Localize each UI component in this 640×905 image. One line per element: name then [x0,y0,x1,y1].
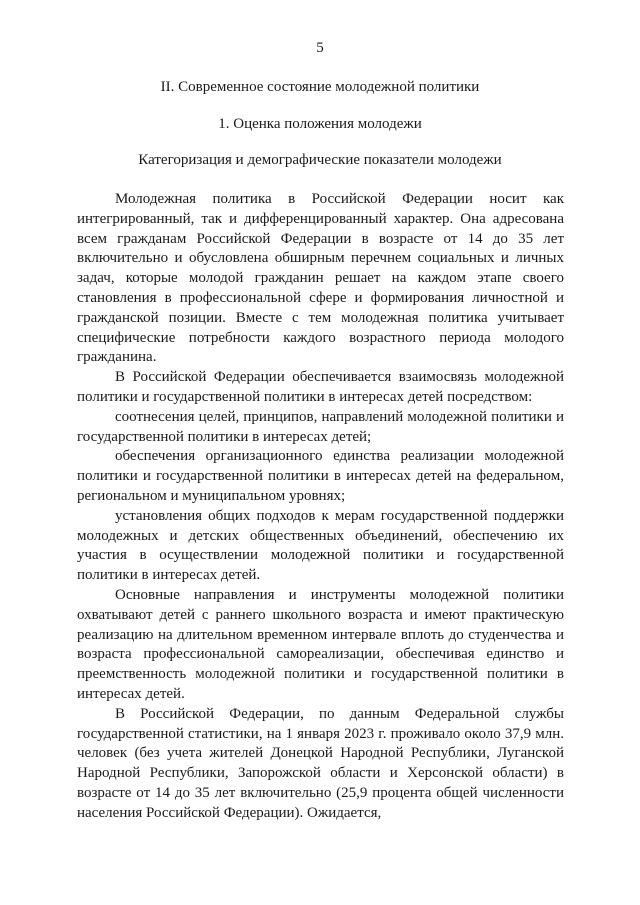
paragraph: соотнесения целей, принципов, направлений молодежной политики и государственной политики в интересах детей; [77,408,564,445]
body-text [77,190,564,824]
paragraph: установления общих подходов к мерам государственной поддержки молодежных и детских общественных объединений, обеспечению их участия в осуществлении молодежной политики и государственной политики в интересах детей. [77,507,564,584]
page-number: 5 [316,40,324,56]
subsection-title: 1. Оценка положения молодежи [218,116,422,132]
paragraph: обеспечения организационного единства реализации молодежной политики и государственной политики в интересах детей на федеральном, региональном и муниципальном уровнях; [77,448,564,504]
paragraph: Молодежная политика в Российской Федерации носит как интегрированный, так и дифференцированный характер. Она адресована всем гражданам Российской Федерации в возрасте от 14 до 35 лет включительно и обусловлена обширным перечнем социальных и личных задач, которые молодой гражданин решает на каждом этапе своего становления в профессиональной сфере и формирования личностной и гражданской позиции. Вместе с тем молодежная политика учитывает специфические потребности каждого возрастного периода молодого гражданина. [77,191,564,366]
subsubsection-title: Категоризация и демографические показатели молодежи [138,152,502,168]
paragraph: В Российской Федерации обеспечивается взаимосвязь молодежной политики и государственной политики в интересах детей посредством: [77,369,564,405]
paragraph: В Российской Федерации, по данным Федеральной службы государственной статистики, на 1 января 2023 г. проживало около 37,9 млн. человек (без учета жителей Донецкой Народной Республики, Луганской Народной Республики, Запорожской области и Херсонской области) в возрасте от 14 до 35 лет включительно (25,9 процента общей численности населения Российской Федерации). Ожидается, [77,705,564,821]
section-title: II. Современное состояние молодежной политики [160,79,480,95]
paragraph: Основные направления и инструменты молодежной политики охватывают детей с раннего школьного возраста и имеют практическую реализацию на длительном временном интервале вплоть до студенчества и возраста профессиональной самореализации, обеспечивая единство и преемственность молодежной политики и государственной политики в интересах детей. [77,586,564,702]
